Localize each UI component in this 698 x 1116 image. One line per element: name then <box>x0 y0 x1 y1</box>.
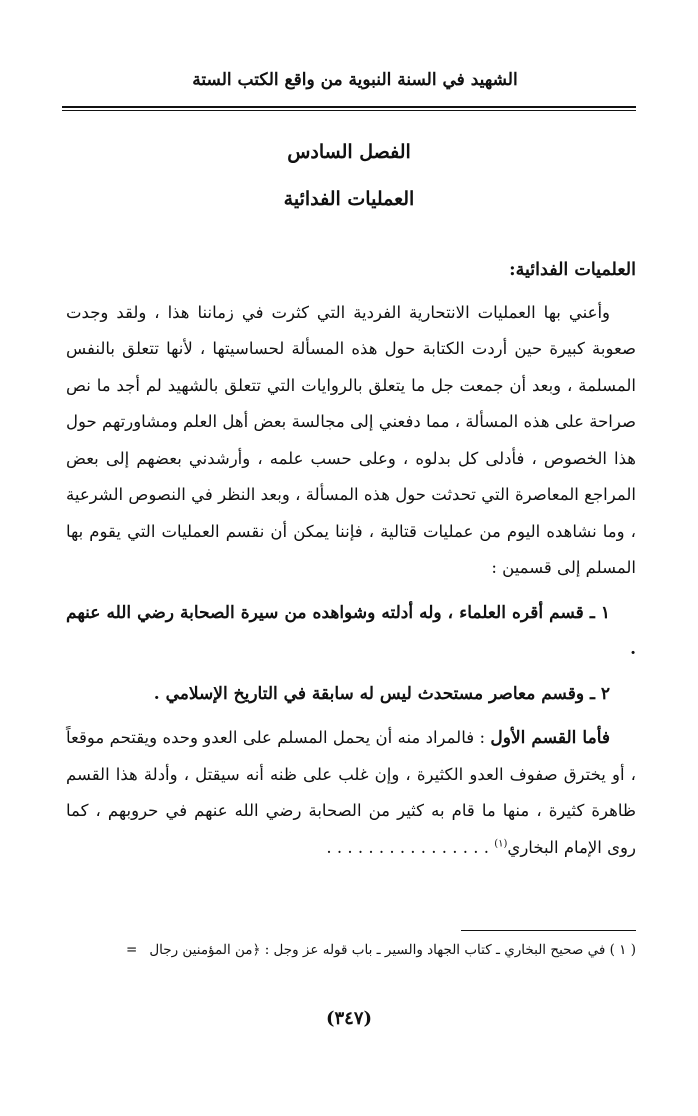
header-rule <box>62 106 636 108</box>
first-part-text: : فالمراد منه أن يحمل المسلم على العدو وحده ويقتحم موقعاً ، أو يخترق صفوف العدو الكثيرة ، وإن غلب على ظنه أنه سيقتل ، وأدلة هذا القسم ظاهرة كثيرة ، منها ما قام به كثير من الصحابة رضي الله عنهم في حروبهم ، كما روى الإمام البخاري <box>66 728 636 857</box>
footnote <box>40 940 636 960</box>
trailing-dots: . . . . . . . . . . . . . . . . <box>326 837 495 857</box>
footnote-text: ( ١ ) في صحيح البخاري ـ كتاب الجهاد والسير ـ باب قوله عز وجل : ﴿من المؤمنين رجال <box>149 942 636 958</box>
footnote-continuation: = <box>126 942 138 958</box>
intro-paragraph: وأعني بها العمليات الانتحارية الفردية التي كثرت في زماننا هذا ، ولقد وجدت صعوبة كبيرة حين أردت الكتابة حول هذه المسألة لحساسيتها ، لأنها تتعلق بالنفس المسلمة ، وبعد أن جمعت جل ما يتعلق بالروايات التي تتعلق بالشهيد لم أجد ما نص صراحة على هذه المسألة ، مما دفعني إلى مجالسة بعض أهل العلم ومشاورتهم حول هذا الخصوص ، فأدلى كل بدلوه ، وعلى حسب علمه ، وأرشدني بعضهم إلى بعض المراجع المعاصرة التي تحدثت حول هذه المسألة ، وبعد النظر في النصوص الشرعية ، وما نشاهده اليوم من عمليات قتالية ، فإننا يمكن أن نقسم العمليات التي يقوم بها المسلم إلى قسمين : <box>66 302 636 577</box>
point-two: ٢ ـ وقسم معاصر مستحدث ليس له سابقة في التاريخ الإسلامي . <box>153 683 610 704</box>
chapter-title: الفصل السادس <box>287 141 411 163</box>
header-rule-thin <box>62 110 636 111</box>
running-header-rest: في السنة النبوية من واقع الكتب الستة <box>192 70 471 90</box>
first-part-label: فأما القسم الأول <box>490 728 611 748</box>
running-header-strong: الشهيد <box>470 70 518 90</box>
footnote-rule <box>461 930 636 931</box>
footnote-marker[interactable]: (١) <box>494 838 508 849</box>
body-text <box>66 252 636 866</box>
chapter-subtitle: العمليات الفدائية <box>283 188 415 210</box>
running-header <box>72 70 638 90</box>
section-heading: العلميات الفدائية: <box>509 260 636 280</box>
point-one: ١ ـ قسم أقره العلماء ، وله أدلته وشواهده من سيرة الصحابة رضي الله عنهم . <box>66 602 636 659</box>
first-part-paragraph <box>66 720 636 866</box>
page-number: (٣٤٧) <box>325 1008 373 1029</box>
